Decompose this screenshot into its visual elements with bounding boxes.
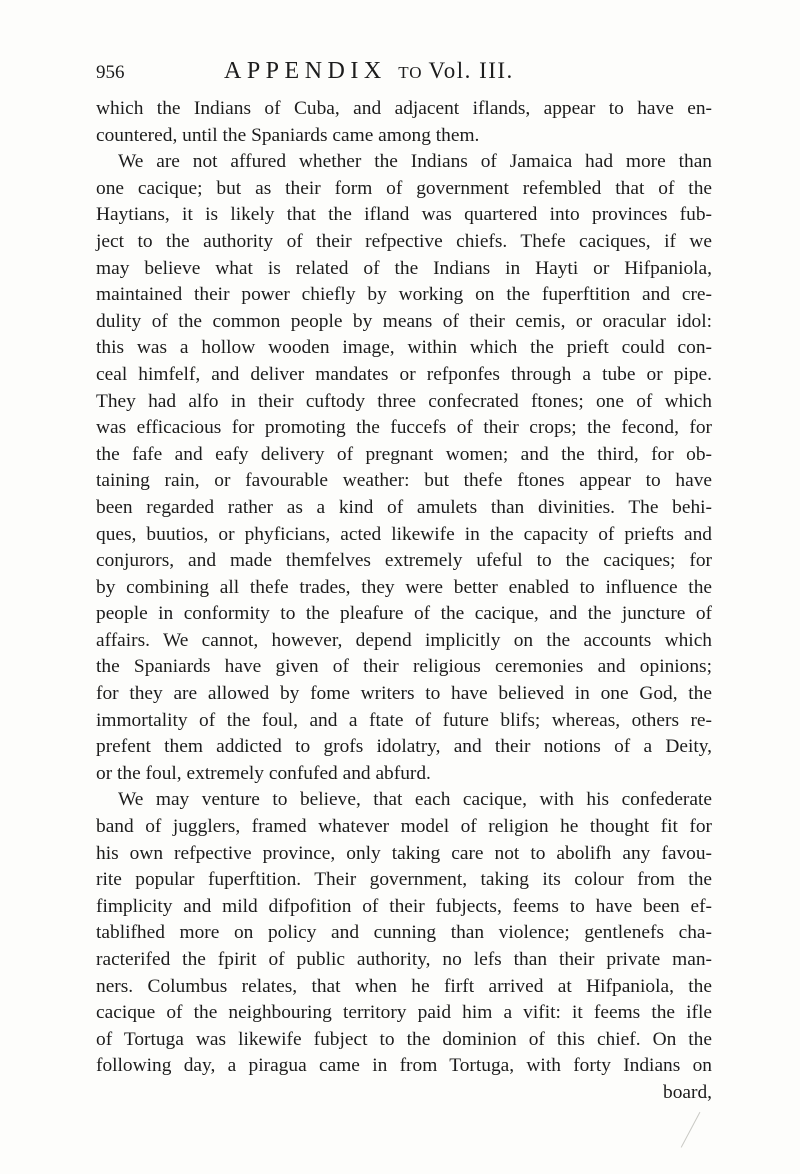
- text-line: by combining all thefe trades, they were better enabled to influence the: [96, 576, 712, 598]
- running-header: [96, 58, 706, 94]
- text-line: taining rain, or favourable weather: but thefe ftones appear to have: [96, 470, 712, 492]
- catchword: board,: [663, 1081, 712, 1103]
- text-line: countered, until the Spaniards came among them.: [96, 124, 480, 146]
- header-to: TO: [398, 63, 423, 82]
- text-line: We may venture to believe, that each cacique, with his confederate: [118, 789, 712, 811]
- text-line: people in conformity to the pleafure of the cacique, and the juncture of: [96, 603, 712, 625]
- text-line: ceal himfelf, and deliver mandates or refponfes through a tube or pipe.: [96, 363, 712, 385]
- text-line: tablifhed more on policy and cunning than violence; gentlenefs cha-: [96, 922, 712, 944]
- text-line: affairs. We cannot, however, depend implicitly on the accounts which: [96, 629, 712, 651]
- text-line: the fafe and eafy delivery of pregnant women; and the third, for ob-: [96, 443, 712, 465]
- text-line: for they are allowed by fome writers to have believed in one God, the: [96, 683, 712, 705]
- text-line: rite popular fuperftition. Their government, taking its colour from the: [96, 869, 712, 891]
- text-line: dulity of the common people by means of their cemis, or oracular idol:: [96, 310, 712, 332]
- text-line: this was a hollow wooden image, within which the prieft could con-: [96, 337, 712, 359]
- text-line: of Tortuga was likewife fubject to the dominion of this chief. On the: [96, 1028, 712, 1050]
- text-line: been regarded rather as a kind of amulets than divinities. The behi-: [96, 496, 712, 518]
- text-line: band of jugglers, framed whatever model of religion he thought fit for: [96, 816, 712, 838]
- text-line: Haytians, it is likely that the ifland was quartered into provinces fub-: [96, 204, 712, 226]
- text-line: cacique of the neighbouring territory paid him a vifit: it feems the ifle: [96, 1002, 712, 1024]
- text-line: following day, a piragua came in from Tortuga, with forty Indians on: [96, 1055, 712, 1077]
- text-line: ners. Columbus relates, that when he firft arrived at Hifpaniola, the: [96, 975, 712, 997]
- text-line: immortality of the foul, and a ftate of future blifs; whereas, others re-: [96, 709, 712, 731]
- appendix-title: APPENDIX: [224, 58, 387, 84]
- text-line: may believe what is related of the Indians in Hayti or Hifpaniola,: [96, 257, 712, 279]
- body-text: [96, 96, 712, 1107]
- text-line: They had alfo in their cuftody three confecrated ftones; one of which: [96, 390, 712, 412]
- text-line: which the Indians of Cuba, and adjacent iflands, appear to have en-: [96, 98, 712, 119]
- text-line: racterifed the fpirit of public authority, no lefs than their private man-: [96, 949, 712, 970]
- text-line: his own refpective province, only taking care not to abolifh any favou-: [96, 842, 712, 864]
- pencil-mark: [681, 1112, 702, 1148]
- text-line: prefent them addicted to grofs idolatry, and their notions of a Deity,: [96, 736, 712, 758]
- text-line: one cacique; but as their form of government refembled that of the: [96, 177, 712, 199]
- text-line: conjurors, and made themfelves extremely ufeful to the caciques; for: [96, 550, 712, 572]
- running-title: [224, 58, 514, 85]
- page-number: 956: [96, 62, 125, 83]
- text-line: was efficacious for promoting the fuccefs of their crops; the fecond, for: [96, 417, 712, 439]
- text-line: the Spaniards have given of their religious ceremonies and opinions;: [96, 656, 712, 678]
- text-line: ject to the authority of their refpective chiefs. Thefe caciques, if we: [96, 230, 712, 252]
- text-line: fimplicity and mild difpofition of their fubjects, feems to have been ef-: [96, 895, 712, 917]
- volume-label: Vol. III.: [428, 58, 514, 83]
- text-line: ques, buutios, or phyficians, acted likewife in the capacity of priefts and: [96, 523, 712, 545]
- text-line: or the foul, extremely confufed and abfurd.: [96, 762, 431, 784]
- text-line: We are not affured whether the Indians of Jamaica had more than: [118, 151, 712, 173]
- text-line: maintained their power chiefly by working on the fuperftition and cre-: [96, 284, 712, 306]
